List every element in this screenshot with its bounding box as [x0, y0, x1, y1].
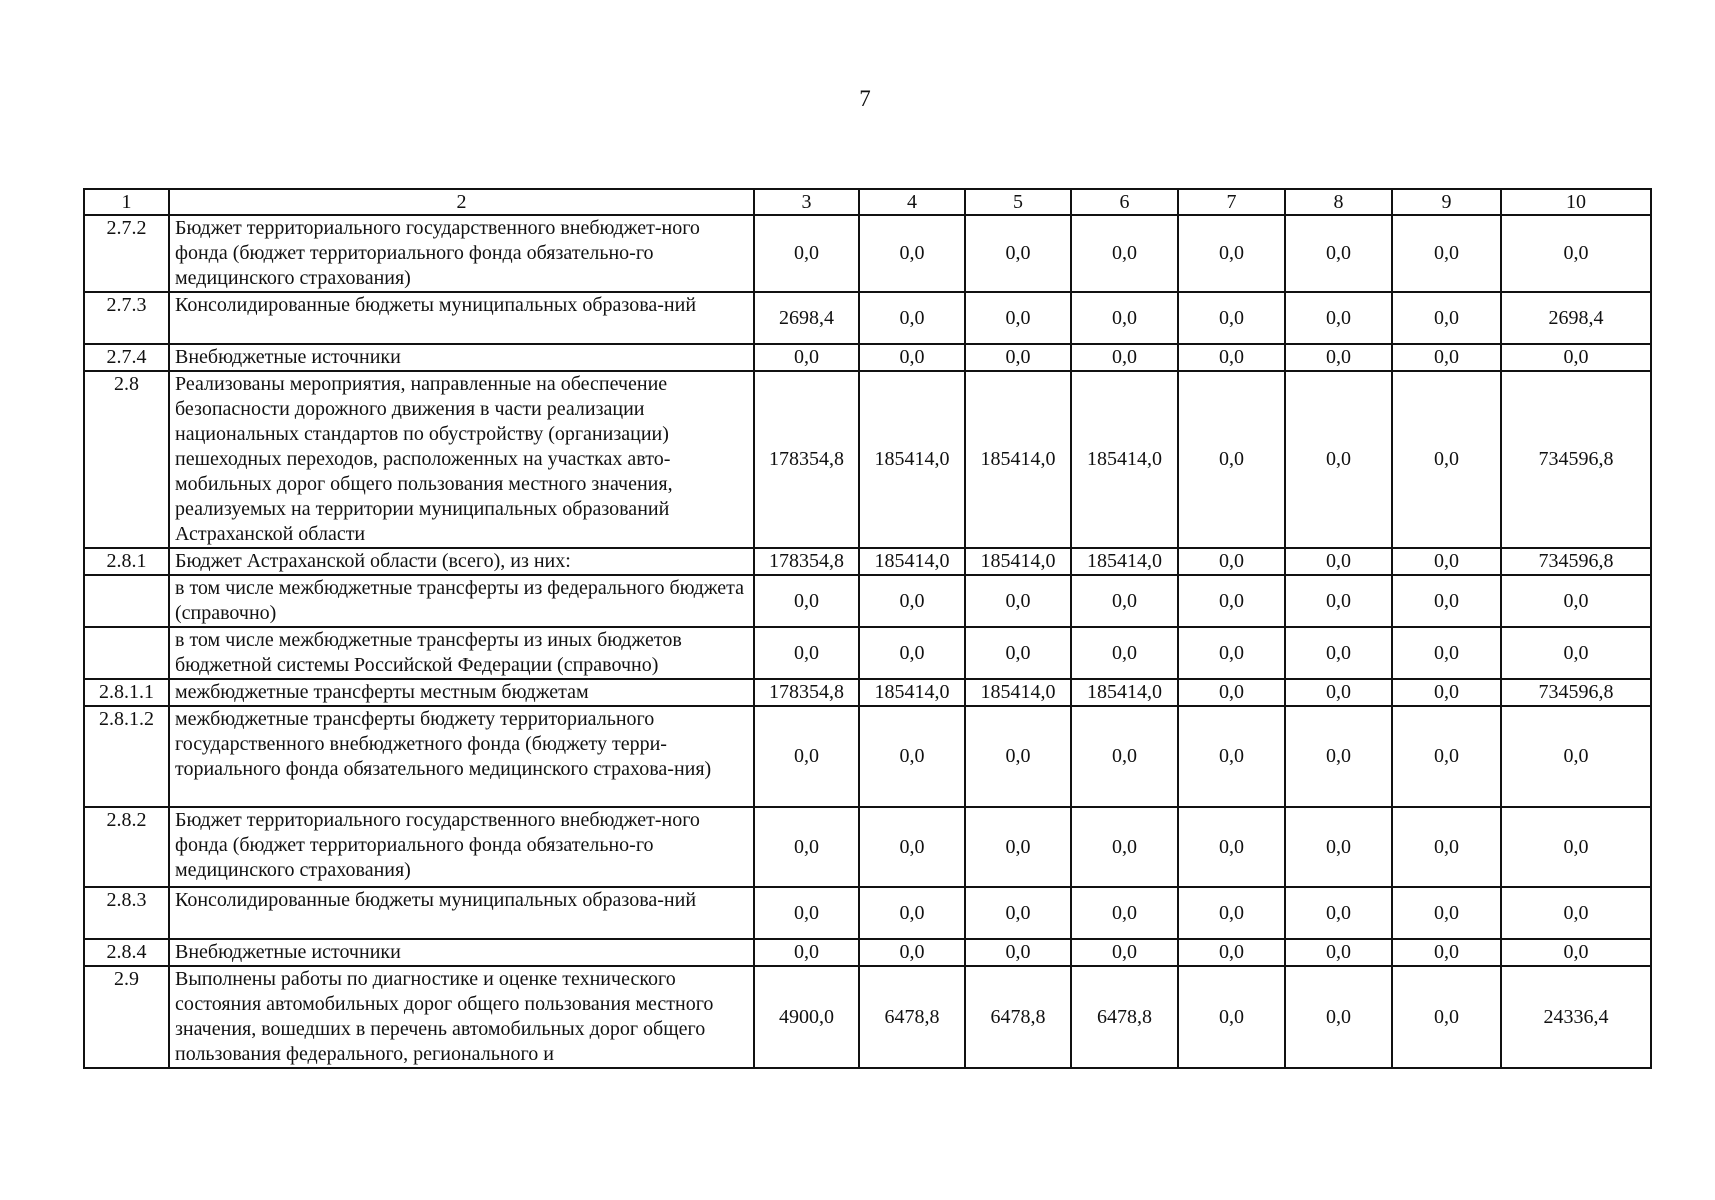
value-cell: 0,0	[1392, 807, 1501, 887]
value-cell: 185414,0	[1071, 371, 1178, 548]
value-cell: 0,0	[1285, 548, 1392, 575]
row-description: межбюджетные трансферты местным бюджетам	[169, 679, 754, 706]
value-cell: 0,0	[754, 215, 859, 292]
value-cell: 0,0	[754, 887, 859, 939]
row-code: 2.8.2	[84, 807, 169, 887]
row-code: 2.7.2	[84, 215, 169, 292]
value-cell: 0,0	[859, 215, 965, 292]
table-row	[84, 344, 1651, 371]
value-cell: 0,0	[1071, 344, 1178, 371]
value-cell: 185414,0	[965, 679, 1071, 706]
value-cell: 0,0	[1392, 679, 1501, 706]
value-cell: 0,0	[754, 807, 859, 887]
value-cell: 0,0	[859, 939, 965, 966]
value-cell: 0,0	[1285, 575, 1392, 627]
row-description: Бюджет территориального государственного внебюджет-ного фонда (бюджет территориального фонда обязательно-го медицинского страхования)	[169, 807, 754, 887]
value-cell: 0,0	[1178, 215, 1285, 292]
value-cell: 0,0	[1285, 215, 1392, 292]
value-cell: 0,0	[1501, 807, 1651, 887]
value-cell: 0,0	[1178, 548, 1285, 575]
value-cell: 0,0	[859, 807, 965, 887]
value-cell: 0,0	[1501, 215, 1651, 292]
value-cell: 0,0	[859, 887, 965, 939]
row-description: Бюджет Астраханской области (всего), из них:	[169, 548, 754, 575]
value-cell: 0,0	[1285, 966, 1392, 1068]
value-cell: 0,0	[1178, 371, 1285, 548]
value-cell: 0,0	[1285, 627, 1392, 679]
value-cell: 0,0	[1071, 706, 1178, 807]
table-header-row	[84, 189, 1651, 215]
value-cell: 734596,8	[1501, 371, 1651, 548]
table-row	[84, 548, 1651, 575]
value-cell: 0,0	[1392, 344, 1501, 371]
value-cell: 0,0	[1178, 627, 1285, 679]
value-cell: 0,0	[1392, 575, 1501, 627]
column-header: 10	[1501, 189, 1651, 215]
row-code: 2.7.4	[84, 344, 169, 371]
value-cell: 0,0	[1285, 706, 1392, 807]
column-header: 7	[1178, 189, 1285, 215]
row-code: 2.7.3	[84, 292, 169, 344]
value-cell: 6478,8	[1071, 966, 1178, 1068]
table-row	[84, 292, 1651, 344]
value-cell: 185414,0	[859, 548, 965, 575]
value-cell: 0,0	[1178, 706, 1285, 807]
value-cell: 0,0	[754, 939, 859, 966]
row-description: межбюджетные трансферты бюджету территориального государственного внебюджетного фонда (бюджету терри-ториального фонда обязательного медицинского страхова-ния)	[169, 706, 754, 807]
value-cell: 0,0	[1501, 939, 1651, 966]
value-cell: 0,0	[965, 344, 1071, 371]
row-description: в том числе межбюджетные трансферты из федерального бюджета (справочно)	[169, 575, 754, 627]
value-cell: 0,0	[1501, 706, 1651, 807]
value-cell: 0,0	[965, 292, 1071, 344]
value-cell: 0,0	[859, 706, 965, 807]
value-cell: 0,0	[754, 706, 859, 807]
value-cell: 178354,8	[754, 548, 859, 575]
value-cell: 0,0	[1392, 292, 1501, 344]
value-cell: 0,0	[754, 575, 859, 627]
value-cell: 0,0	[1392, 371, 1501, 548]
value-cell: 0,0	[859, 292, 965, 344]
table-row	[84, 887, 1651, 939]
value-cell: 185414,0	[1071, 548, 1178, 575]
value-cell: 185414,0	[965, 371, 1071, 548]
column-header: 3	[754, 189, 859, 215]
value-cell: 0,0	[1285, 371, 1392, 548]
table-row	[84, 679, 1651, 706]
value-cell: 0,0	[965, 575, 1071, 627]
column-header: 5	[965, 189, 1071, 215]
value-cell: 0,0	[1178, 887, 1285, 939]
value-cell: 185414,0	[1071, 679, 1178, 706]
value-cell: 0,0	[1071, 292, 1178, 344]
value-cell: 734596,8	[1501, 548, 1651, 575]
value-cell: 0,0	[1178, 575, 1285, 627]
value-cell: 4900,0	[754, 966, 859, 1068]
value-cell: 0,0	[1392, 706, 1501, 807]
value-cell: 0,0	[1178, 939, 1285, 966]
table-row	[84, 966, 1651, 1068]
value-cell: 0,0	[1392, 548, 1501, 575]
value-cell: 0,0	[1392, 966, 1501, 1068]
value-cell: 0,0	[1071, 575, 1178, 627]
value-cell: 6478,8	[859, 966, 965, 1068]
value-cell: 0,0	[1392, 887, 1501, 939]
row-description: Бюджет территориального государственного внебюджет-ного фонда (бюджет территориального фонда обязательно-го медицинского страхования)	[169, 215, 754, 292]
value-cell: 0,0	[1285, 344, 1392, 371]
value-cell: 0,0	[754, 344, 859, 371]
row-code: 2.8.1	[84, 548, 169, 575]
value-cell: 0,0	[965, 215, 1071, 292]
value-cell: 0,0	[1178, 292, 1285, 344]
value-cell: 178354,8	[754, 679, 859, 706]
value-cell: 0,0	[1501, 627, 1651, 679]
value-cell: 0,0	[1071, 627, 1178, 679]
value-cell: 0,0	[1178, 344, 1285, 371]
row-code	[84, 627, 169, 679]
table-row	[84, 939, 1651, 966]
value-cell: 185414,0	[859, 679, 965, 706]
value-cell: 0,0	[965, 887, 1071, 939]
value-cell: 0,0	[965, 627, 1071, 679]
column-header: 6	[1071, 189, 1178, 215]
column-header: 2	[169, 189, 754, 215]
row-code: 2.8.3	[84, 887, 169, 939]
table-row	[84, 807, 1651, 887]
page-number: 7	[859, 86, 871, 111]
value-cell: 0,0	[1071, 807, 1178, 887]
value-cell: 0,0	[1501, 575, 1651, 627]
value-cell: 0,0	[1178, 807, 1285, 887]
row-code: 2.9	[84, 966, 169, 1068]
value-cell: 734596,8	[1501, 679, 1651, 706]
value-cell: 185414,0	[965, 548, 1071, 575]
value-cell: 0,0	[1285, 807, 1392, 887]
value-cell: 0,0	[1501, 344, 1651, 371]
value-cell: 0,0	[1392, 939, 1501, 966]
row-code: 2.8.4	[84, 939, 169, 966]
column-header: 8	[1285, 189, 1392, 215]
value-cell: 0,0	[1285, 679, 1392, 706]
value-cell: 0,0	[965, 706, 1071, 807]
value-cell: 0,0	[754, 627, 859, 679]
value-cell: 0,0	[1071, 887, 1178, 939]
column-header: 9	[1392, 189, 1501, 215]
value-cell: 0,0	[1178, 679, 1285, 706]
value-cell: 0,0	[1392, 627, 1501, 679]
row-code: 2.8.1.1	[84, 679, 169, 706]
row-code	[84, 575, 169, 627]
value-cell: 0,0	[1178, 966, 1285, 1068]
value-cell: 0,0	[1285, 292, 1392, 344]
value-cell: 0,0	[965, 939, 1071, 966]
value-cell: 0,0	[859, 627, 965, 679]
value-cell: 0,0	[1285, 939, 1392, 966]
row-description: Консолидированные бюджеты муниципальных образова-ний	[169, 887, 754, 939]
value-cell: 0,0	[859, 344, 965, 371]
row-description: Внебюджетные источники	[169, 939, 754, 966]
row-code: 2.8	[84, 371, 169, 548]
table-row	[84, 575, 1651, 627]
row-description: Внебюджетные источники	[169, 344, 754, 371]
table-row	[84, 371, 1651, 548]
value-cell: 6478,8	[965, 966, 1071, 1068]
value-cell: 178354,8	[754, 371, 859, 548]
value-cell: 0,0	[1071, 939, 1178, 966]
table-row	[84, 706, 1651, 807]
table-row	[84, 627, 1651, 679]
value-cell: 0,0	[1071, 215, 1178, 292]
value-cell: 0,0	[859, 575, 965, 627]
column-header: 1	[84, 189, 169, 215]
row-description: Выполнены работы по диагностике и оценке технического состояния автомобильных дорог общего пользования местного значения, вошедших в перечень автомобильных дорог общего пользования федерального, регионального и	[169, 966, 754, 1068]
value-cell: 0,0	[1392, 215, 1501, 292]
table-row	[84, 215, 1651, 292]
value-cell: 24336,4	[1501, 966, 1651, 1068]
value-cell: 0,0	[1285, 887, 1392, 939]
value-cell: 0,0	[965, 807, 1071, 887]
value-cell: 0,0	[1501, 887, 1651, 939]
column-header: 4	[859, 189, 965, 215]
value-cell: 2698,4	[754, 292, 859, 344]
budget-table	[83, 188, 1652, 1069]
row-description: Реализованы мероприятия, направленные на обеспечение безопасности дорожного движения в части реализации национальных стандартов по обустройству (организации) пешеходных переходов, расположенных на участках авто-мобильных дорог общего пользования местного значения, реализуемых на территории муниципальных образований Астраханской области	[169, 371, 754, 548]
value-cell: 185414,0	[859, 371, 965, 548]
row-description: в том числе межбюджетные трансферты из иных бюджетов бюджетной системы Российской Федерации (справочно)	[169, 627, 754, 679]
value-cell: 2698,4	[1501, 292, 1651, 344]
row-description: Консолидированные бюджеты муниципальных образова-ний	[169, 292, 754, 344]
row-code: 2.8.1.2	[84, 706, 169, 807]
